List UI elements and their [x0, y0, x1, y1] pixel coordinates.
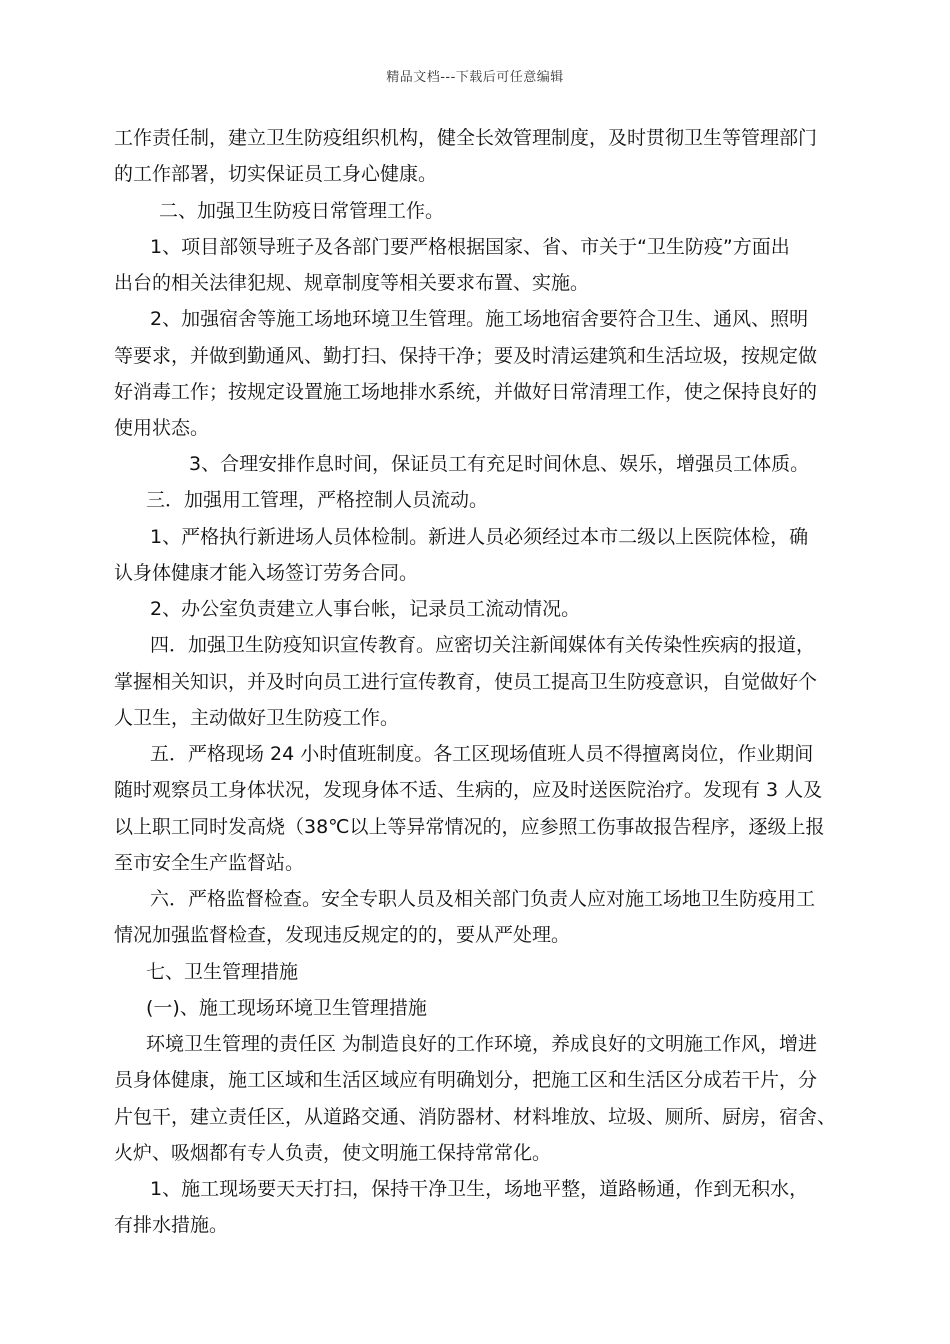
text-line: 环境卫生管理的责任区 为制造良好的工作环境，养成良好的文明施工作风，增进 — [146, 1033, 818, 1055]
text-line: 3、合理安排作息时间，保证员工有充足时间休息、娱乐，增强员工体质。 — [189, 453, 810, 475]
section-heading: 三．加强用工管理，严格控制人员流动。 — [146, 489, 489, 511]
text-line: 1、项目部领导班子及各部门要严格根据国家、省、市关于“卫生防疫”方面出 — [150, 236, 790, 258]
section-heading: 四．加强卫生防疫知识宣传教育。应密切关注新闻媒体有关传染性疾病的报道， — [150, 634, 816, 656]
text-line: 人卫生，主动做好卫生防疫工作。 — [114, 707, 400, 729]
page-header-watermark: 精品文档---下载后可任意编辑 — [386, 70, 564, 85]
text-line: 随时观察员工身体状况，发现身体不适、生病的，应及时送医院治疗。发现有 3 人及 — [114, 779, 823, 801]
subsection-heading: (一)、施工现场环境卫生管理措施 — [146, 997, 427, 1019]
text-line: 认身体健康才能入场签订劳务合同。 — [114, 562, 419, 584]
text-line: 掌握相关知识，并及时向员工进行宣传教育，使员工提高卫生防疫意识，自觉做好个 — [114, 671, 818, 693]
text-line: 的工作部署，切实保证员工身心健康。 — [114, 163, 438, 185]
text-line: 出台的相关法律犯规、规章制度等相关要求布置、实施。 — [114, 272, 590, 294]
text-line: 1、施工现场要天天打扫，保持干净卫生，场地平整，道路畅通，作到无积水， — [150, 1178, 809, 1200]
text-line: 情况加强监督检查，发现违反规定的的，要从严处理。 — [114, 924, 571, 946]
section-heading: 二、加强卫生防疫日常管理工作。 — [159, 200, 445, 222]
section-heading: 七、卫生管理措施 — [146, 961, 299, 983]
text-line: 以上职工同时发高烧（38℃以上等异常情况的，应参照工伤事故报告程序，逐级上报 — [114, 816, 825, 838]
text-line: 使用状态。 — [114, 417, 210, 439]
text-line: 2、办公室负责建立人事台帐，记录员工流动情况。 — [150, 598, 581, 620]
text-line: 工作责任制，建立卫生防疫组织机构，健全长效管理制度，及时贯彻卫生等管理部门 — [114, 127, 818, 149]
text-line: 好消毒工作；按规定设置施工场地排水系统，并做好日常清理工作，使之保持良好的 — [114, 381, 818, 403]
text-line: 等要求，并做到勤通风、勤打扫、保持干净；要及时清运建筑和生活垃圾，按规定做 — [114, 345, 818, 367]
text-line: 有排水措施。 — [114, 1214, 229, 1236]
section-heading: 五．严格现场 24 小时值班制度。各工区现场值班人员不得擅离岗位，作业期间 — [150, 743, 814, 765]
text-line: 至市安全生产监督站。 — [114, 852, 305, 874]
text-line: 火炉、吸烟都有专人负责，使文明施工保持常常化。 — [114, 1142, 552, 1164]
text-line: 1、严格执行新进场人员体检制。新进人员必须经过本市二级以上医院体检，确 — [150, 526, 809, 548]
text-line: 2、加强宿舍等施工场地环境卫生管理。施工场地宿舍要符合卫生、通风、照明 — [150, 308, 809, 330]
text-line: 片包干，建立责任区，从道路交通、消防器材、材料堆放、垃圾、厕所、厨房，宿舍、 — [114, 1106, 837, 1128]
text-line: 员身体健康，施工区域和生活区域应有明确划分，把施工区和生活区分成若干片，分 — [114, 1069, 818, 1091]
section-heading: 六．严格监督检查。安全专职人员及相关部门负责人应对施工场地卫生防疫用工 — [150, 888, 816, 910]
